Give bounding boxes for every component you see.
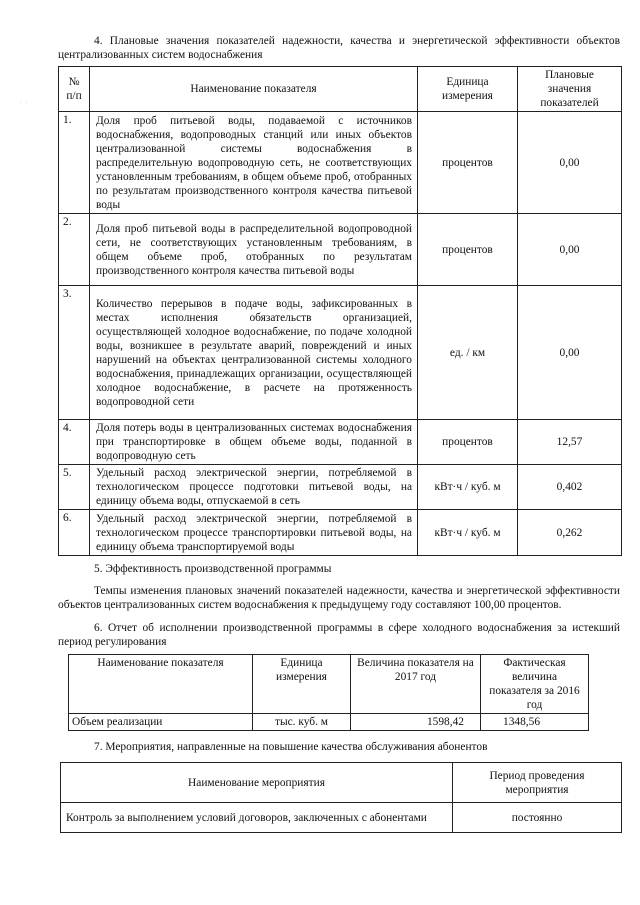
row-unit: процентов [418, 214, 518, 286]
measures-table [60, 762, 622, 833]
row-unit: процентов [418, 112, 518, 214]
row-name: Доля потерь воды в централизованных системах водоснабжения при транспортировке в общем объеме воды, поданной в водопроводную сеть [90, 420, 418, 465]
section5-text: Темпы изменения плановых значений показателей надежности, качества и энергетической эффективности объектов централизованных систем водоснабжения к предыдущему году составляют 100,00 процентов. [58, 585, 620, 612]
row-num: 5. [59, 465, 90, 510]
measures-period-header: Период проведения мероприятия [453, 763, 622, 803]
document-page [58, 34, 620, 833]
row-unit: ед. / км [418, 286, 518, 420]
report-header-row [69, 655, 589, 714]
report-row-name: Объем реализации [69, 714, 253, 731]
table-row [59, 465, 622, 510]
report-row-value2017: 1598,42 [351, 714, 481, 731]
measures-header-row [61, 763, 622, 803]
report-table [68, 654, 589, 731]
table-row [59, 112, 622, 214]
col-unit-header: Единица измерения [418, 67, 518, 112]
table-row [59, 420, 622, 465]
col-value-header: Плановые значения показателей [518, 67, 622, 112]
row-name: Количество перерывов в подаче воды, зафиксированных в местах исполнения обязательств организацией, осуществляющей холодное водоснабжение, по подаче холодной воды, возникшее в результате аварий, повреждений и иных нарушений на объектах централизованной системы холодного водоснабжения, принадлежащих организации, осуществляющей холодное водоснабжение, в расчете на протяженность водопроводной сети [90, 286, 418, 420]
row-num: 6. [59, 510, 90, 556]
row-unit: кВт·ч / куб. м [418, 510, 518, 556]
row-unit: кВт·ч / куб. м [418, 465, 518, 510]
row-name: Удельный расход электрической энергии, потребляемой в технологическом процессе транспортировки питьевой воды, на единицу объема транспортируемой воды [90, 510, 418, 556]
table-row [61, 803, 622, 833]
report-row-unit: тыс. куб. м [253, 714, 351, 731]
measures-name-header: Наименование мероприятия [61, 763, 453, 803]
measures-row-name: Контроль за выполнением условий договоров, заключенных с абонентами [61, 803, 453, 833]
row-name: Доля проб питьевой воды, подаваемой с источников водоснабжения, водопроводных станций или иных объектов централизованной системы водоснабжения в распределительную водопроводную сеть, не соответствующих установленным требованиям, в общем объеме проб, отобранных по результатам производственного контроля качества питьевой воды [90, 112, 418, 214]
section7-heading: 7. Мероприятия, направленные на повышение качества обслуживания абонентов [94, 741, 488, 754]
row-value: 0,00 [518, 214, 622, 286]
table-row [59, 510, 622, 556]
section5-heading: 5. Эффективность производственной программы [94, 563, 332, 576]
scan-speck: · · [20, 100, 29, 106]
measures-row-period: постоянно [453, 803, 622, 833]
table-row [59, 286, 622, 420]
indicators-header-row [59, 67, 622, 112]
report-value2017-header: Величина показателя на 2017 год [351, 655, 481, 714]
row-value: 0,00 [518, 112, 622, 214]
report-fact2016-header: Фактическая величина показателя за 2016 год [481, 655, 589, 714]
report-name-header: Наименование показателя [69, 655, 253, 714]
table-row [59, 214, 622, 286]
row-unit: процентов [418, 420, 518, 465]
row-value: 0,00 [518, 286, 622, 420]
report-row-fact2016: 1348,56 [481, 714, 589, 731]
row-num: 1. [59, 112, 90, 214]
row-num: 2. [59, 214, 90, 286]
row-num: 4. [59, 420, 90, 465]
row-value: 12,57 [518, 420, 622, 465]
col-name-header: Наименование показателя [90, 67, 418, 112]
row-name: Удельный расход электрической энергии, потребляемой в технологическом процессе подготовки питьевой воды, на единицу объема воды, отпускаемой в сеть [90, 465, 418, 510]
indicators-table [58, 66, 622, 556]
section6-heading: 6. Отчет об исполнении производственной программы в сфере холодного водоснабжения за истекший период регулирования [58, 622, 620, 649]
table-row [69, 714, 589, 731]
row-name: Доля проб питьевой воды в распределительной водопроводной сети, не соответствующих установленным требованиям, в общем объеме проб, отобранных по результатам производственного контроля качества питьевой воды [90, 214, 418, 286]
report-unit-header: Единица измерения [253, 655, 351, 714]
row-value: 0,262 [518, 510, 622, 556]
section4-heading: 4. Плановые значения показателей надежности, качества и энергетической эффективности объектов централизованных систем водоснабжения [58, 35, 620, 62]
row-num: 3. [59, 286, 90, 420]
row-value: 0,402 [518, 465, 622, 510]
col-num-header: № п/п [59, 67, 90, 112]
